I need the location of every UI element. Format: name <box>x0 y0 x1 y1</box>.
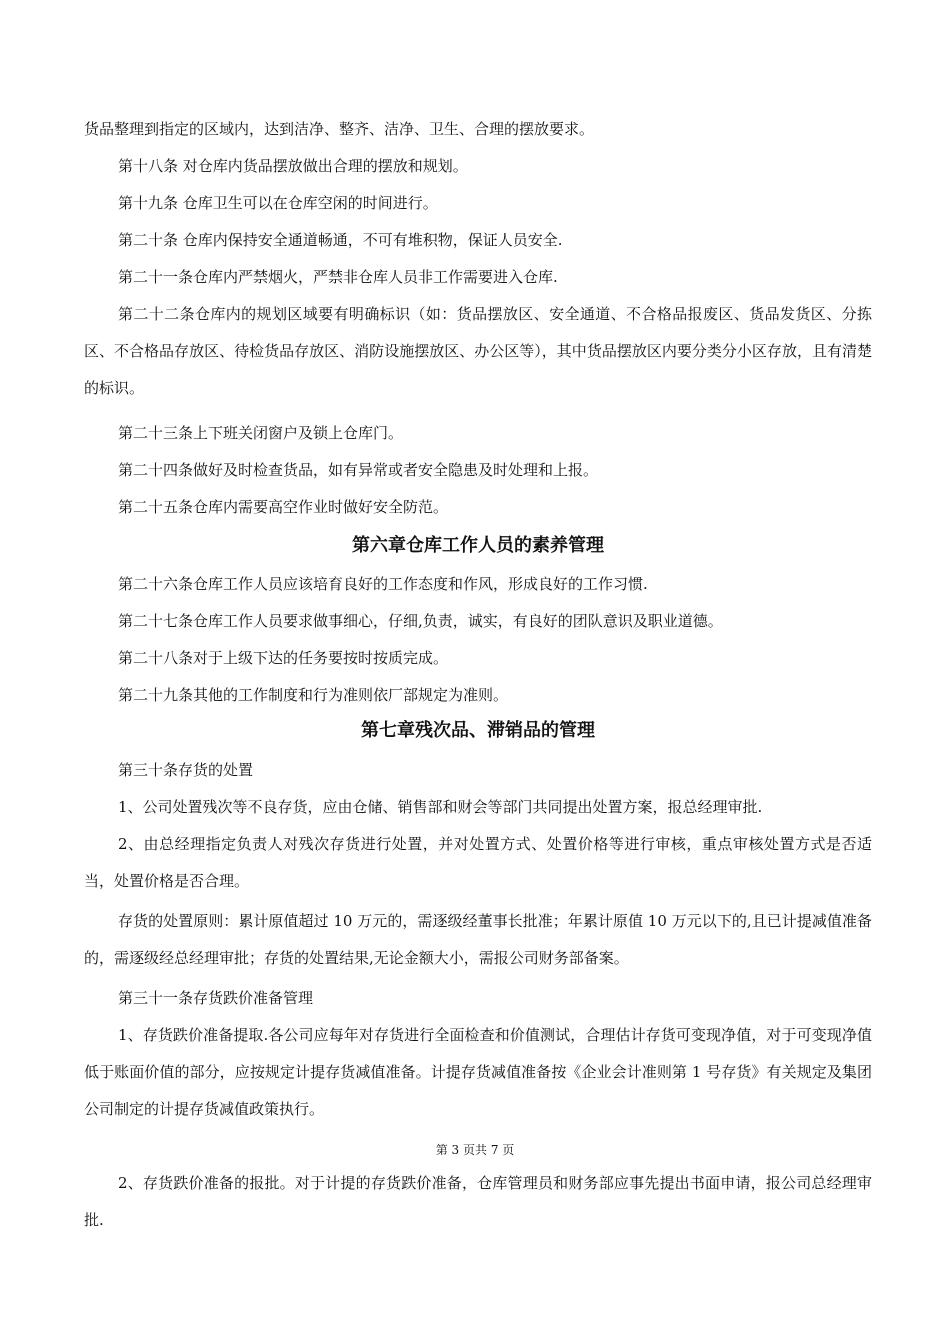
article-30-item-2: 2、由总经理指定负责人对残次存货进行处置，并对处置方式、处置价格等进行审核，重点审核处置方式是否适当，处置价格是否合理。 <box>84 835 872 890</box>
chapter-7-title: 第七章残次品、滞销品的管理 <box>361 720 595 741</box>
article-21: 第二十一条仓库内严禁烟火，严禁非仓库人员非工作需要进入仓库. <box>118 268 558 286</box>
article-25: 第二十五条仓库内需要高空作业时做好安全防范。 <box>118 498 449 516</box>
article-27: 第二十七条仓库工作人员要求做事细心，仔细,负责，诚实，有良好的团队意识及职业道德。 <box>118 612 723 630</box>
page-footer: 第 3 页共 7 页 <box>435 1143 515 1157</box>
article-18: 第十八条 对仓库内货品摆放做出合理的摆放和规划。 <box>118 157 468 175</box>
article-22: 第二十二条仓库内的规划区域要有明确标识（如：货品摆放区、安全通道、不合格品报废区、货品发货区、分拣区、不合格品存放区、待检货品存放区、消防设施摆放区、办公区等），其中货品摆放区内要分类分小区存放，且有清楚的标识。 <box>84 305 872 397</box>
article-29: 第二十九条其他的工作制度和行为准则依厂部规定为准则。 <box>118 686 509 704</box>
article-26: 第二十六条仓库工作人员应该培育良好的工作态度和作风，形成良好的工作习惯. <box>118 575 648 593</box>
article-20: 第二十条 仓库内保持安全通道畅通，不可有堆积物，保证人员安全. <box>118 231 563 249</box>
disposal-principle: 存货的处置原则：累计原值超过 10 万元的，需逐级经董事长批准；年累计原值 10 万元以下的,且已计提减值准备的，需逐级经总经理审批；存货的处置结果,无论金额大小，需报公司财务部备案。 <box>84 912 872 967</box>
chapter-6-title: 第六章仓库工作人员的素养管理 <box>352 535 604 556</box>
article-31-item-2: 2、存货跌价准备的报批。对于计提的存货跌价准备，仓库管理员和财务部应事先提出书面申请，报公司总经理审批. <box>84 1174 872 1229</box>
paragraph-continued: 货品整理到指定的区域内，达到洁净、整齐、洁净、卫生、合理的摆放要求。 <box>84 120 595 138</box>
article-30-item-1: 1、公司处置残次等不良存货，应由仓储、销售部和财会等部门共同提出处置方案，报总经理审批. <box>118 798 763 816</box>
article-23: 第二十三条上下班关闭窗户及锁上仓库门。 <box>118 424 404 442</box>
article-24: 第二十四条做好及时检查货品，如有异常或者安全隐患及时处理和上报。 <box>118 461 599 479</box>
article-31-item-1: 1、存货跌价准备提取.各公司应每年对存货进行全面检查和价值测试，合理估计存货可变现净值，对于可变现净值低于账面价值的部分，应按规定计提存货减值准备。计提存货减值准备按《企业会计准则第 1 号存货》有关规定及集团公司制定的计提存货减值政策执行。 <box>84 1026 872 1118</box>
article-28: 第二十八条对于上级下达的任务要按时按质完成。 <box>118 649 449 667</box>
article-31: 第三十一条存货跌价准备管理 <box>118 989 314 1007</box>
article-30: 第三十条存货的处置 <box>118 761 254 779</box>
article-19: 第十九条 仓库卫生可以在仓库空闲的时间进行。 <box>118 194 438 212</box>
